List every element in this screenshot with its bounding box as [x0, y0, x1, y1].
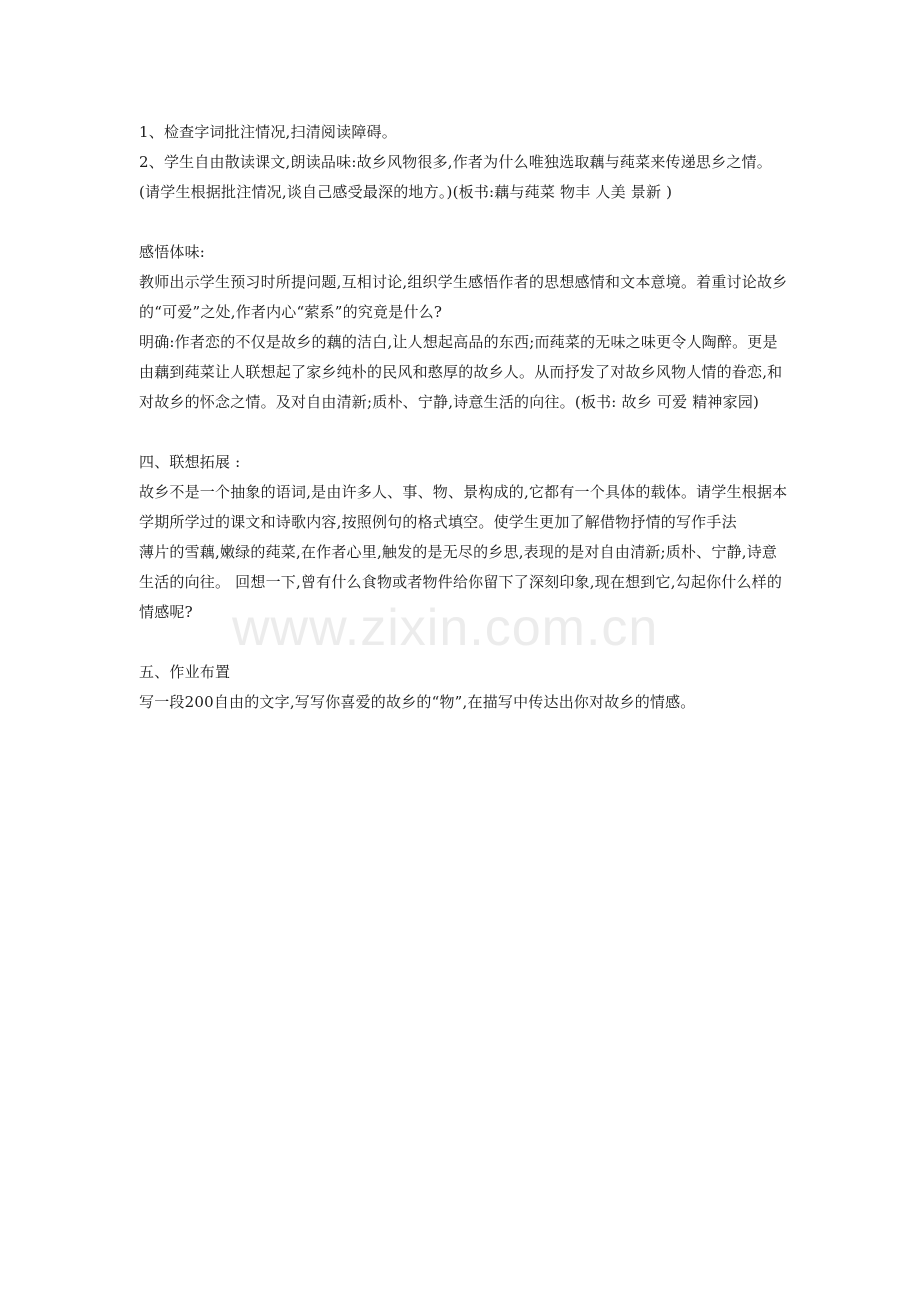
paragraph-free-reading: 2、学生自由散读课文,朗读品味:故乡风物很多,作者为什么唯独选取藕与莼菜来传递思乡之情。(请学生根据批注情况,谈自己感受最深的地方。)(板书:藕与莼菜 物丰 人美 景新 ) — [139, 153, 772, 201]
heading-feel-experience: 感悟体味: — [139, 243, 206, 261]
watermark: www.zixin.com.cn — [232, 599, 659, 657]
spacer — [139, 627, 789, 657]
spacer — [139, 417, 789, 447]
spacer — [139, 207, 789, 237]
paragraph-hometown-carrier: 故乡不是一个抽象的语词,是由许多人、事、物、景构成的,它都有一个具体的载体。请学生根据本学期所学过的课文和诗歌内容,按照例句的格式填空。使学生更加了解借物抒情的写作手法 — [139, 483, 788, 531]
heading-section-four: 四、联想拓展 : — [139, 453, 241, 471]
heading-section-five: 五、作业布置 — [139, 663, 231, 681]
paragraph-check-annotations: 1、检查字词批注情况,扫清阅读障碍。 — [139, 123, 397, 141]
document-body — [139, 117, 789, 717]
paragraph-clarification: 明确:作者恋的不仅是故乡的藕的洁白,让人想起高品的东西;而莼菜的无味之味更令人陶醉。更是由藕到莼菜让人联想起了家乡纯朴的民风和憨厚的故乡人。从而抒发了对故乡风物人情的眷恋,和对故乡的怀念之情。及对自由清新;质朴、宁静,诗意生活的向往。(板书: 故乡 可爱 精神家园) — [139, 333, 783, 411]
paragraph-teacher-discussion: 教师出示学生预习时所提问题,互相讨论,组织学生感悟作者的思想感情和文本意境。着重讨论故乡的“可爱”之处,作者内心“萦系”的究竟是什么? — [139, 273, 788, 321]
paragraph-example-sentence: 薄片的雪藕,嫩绿的莼菜,在作者心里,触发的是无尽的乡思,表现的是对自由清新;质朴、宁静,诗意生活的向往。 回想一下,曾有什么食物或者物件给你留下了深刻印象,现在想到它,勾起你什么样的情感呢? — [139, 543, 783, 621]
paragraph-homework: 写一段200自由的文字,写写你喜爱的故乡的“物”,在描写中传达出你对故乡的情感。 — [139, 693, 696, 711]
